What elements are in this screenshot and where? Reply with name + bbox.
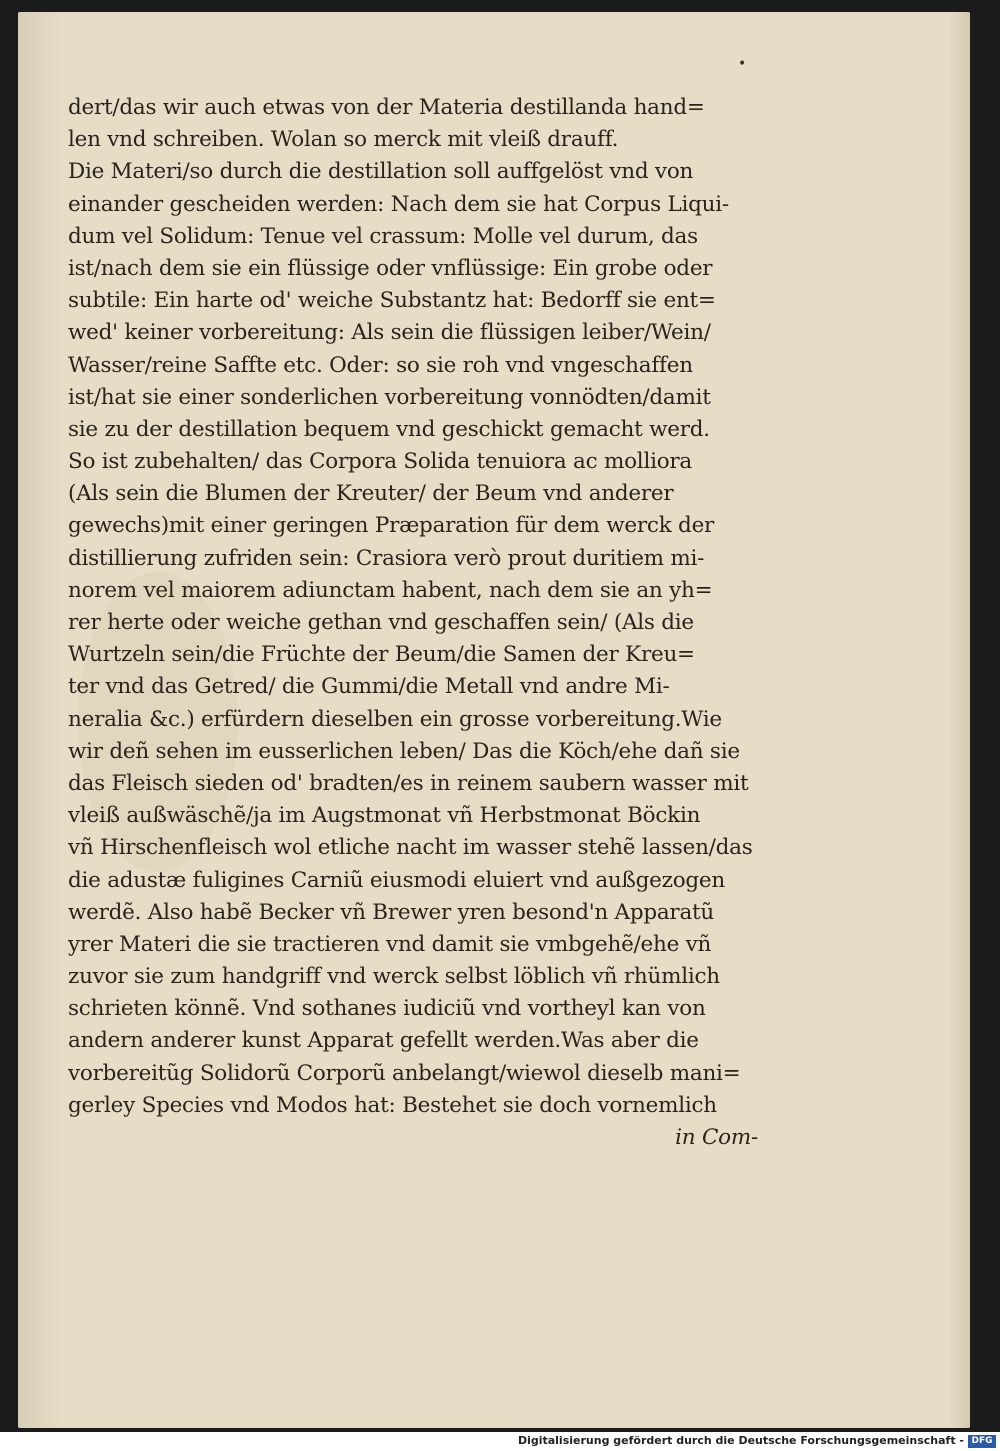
text-line: dum vel Solidum: Tenue vel crassum: Molle vel durum, das — [68, 223, 698, 249]
text-line: schrieten könnẽ. Vnd sothanes iudiciũ vnd vortheyl kan von — [68, 996, 706, 1022]
text-line: dert/das wir auch etwas von der Materia destillanda hand= — [68, 95, 705, 120]
page-text-block — [68, 92, 758, 1154]
text-line: ist/nach dem sie ein flüssige oder vnflüssige: Ein grobe oder — [68, 255, 713, 281]
text-line: andern anderer kunst Apparat gefellt werden.Was aber die — [68, 1028, 699, 1054]
text-line: vorbereitũg Solidorũ Corporũ anbelangt/wiewol dieselb mani= — [68, 1060, 741, 1086]
page-corner-mark: • — [738, 56, 747, 72]
text-line: ter vnd das Getred/ die Gummi/die Metall vnd andre Mi- — [68, 674, 670, 700]
page-spine-shadow — [18, 12, 60, 1428]
catchword: in Com- — [675, 1125, 758, 1150]
page-edge-shadow — [948, 12, 970, 1428]
text-line: einander gescheiden werden: Nach dem sie hat Corpus Liqui- — [68, 191, 729, 217]
text-line: die adustæ fuligines Carniũ eiusmodi eluiert vnd außgezogen — [68, 867, 725, 893]
text-line: (Als sein die Blumen der Kreuter/ der Beum vnd anderer — [68, 481, 674, 507]
text-line: wed' keiner vorbereitung: Als sein die flüssigen leiber/Wein/ — [68, 320, 711, 346]
text-line: gerley Species vnd Modos hat: Bestehet sie doch vornemlich — [68, 1092, 717, 1118]
text-line: So ist zubehalten/ das Corpora Solida tenuiora ac molliora — [68, 449, 692, 475]
text-line: sie zu der destillation bequem vnd geschickt gemacht werd. — [68, 416, 710, 442]
text-line: yrer Materi die sie tractieren vnd damit sie vmbgehẽ/ehe vñ — [68, 931, 712, 957]
text-line: zuvor sie zum handgriff vnd werck selbst löblich vñ rhümlich — [68, 964, 720, 990]
text-line: vñ Hirschenfleisch wol etliche nacht im wasser stehẽ lassen/das — [68, 835, 753, 861]
text-line: neralia &c.) erfürdern dieselben ein grosse vorbereitung.Wie — [68, 706, 722, 732]
text-line: distillierung zufriden sein: Crasiora verò prout duritiem mi- — [68, 545, 705, 571]
text-line: ist/hat sie einer sonderlichen vorbereitung vonnödten/damit — [68, 384, 711, 410]
text-line: len vnd schreiben. Wolan so merck mit vleiß drauff. — [68, 127, 619, 153]
text-line: werdẽ. Also habẽ Becker vñ Brewer yren besond'n Apparatũ — [68, 899, 715, 925]
text-line: gewechs)mit einer geringen Præparation für dem werck der — [68, 513, 715, 539]
text-line: norem vel maiorem adiunctam habent, nach dem sie an yh= — [68, 577, 713, 603]
book-page — [18, 12, 970, 1428]
text-line: subtile: Ein harte od' weiche Substantz hat: Bedorff sie ent= — [68, 288, 716, 314]
text-line: rer herte oder weiche gethan vnd geschaffen sein/ (Als die — [68, 610, 694, 635]
text-line: Wurtzeln sein/die Früchte der Beum/die Samen der Kreu= — [68, 642, 695, 668]
footer-bar — [0, 1432, 1000, 1451]
text-line: das Fleisch sieden od' bradten/es in reinem saubern wasser mit — [68, 770, 749, 796]
text-line: wir deñ sehen im eusserlichen leben/ Das die Köch/ehe dañ sie — [68, 738, 740, 764]
dfg-logo: DFG — [968, 1435, 996, 1448]
text-line: Die Materi/so durch die destillation soll auffgelöst vnd von — [68, 159, 694, 185]
footer-funding-note: Digitalisierung gefördert durch die Deutsche Forschungsgemeinschaft - — [517, 1434, 964, 1447]
text-line: Wasser/reine Saffte etc. Oder: so sie roh vnd vngeschaffen — [68, 352, 693, 378]
text-line: vleiß außwäschẽ/ja im Augstmonat vñ Herbstmonat Böckin — [68, 803, 701, 829]
